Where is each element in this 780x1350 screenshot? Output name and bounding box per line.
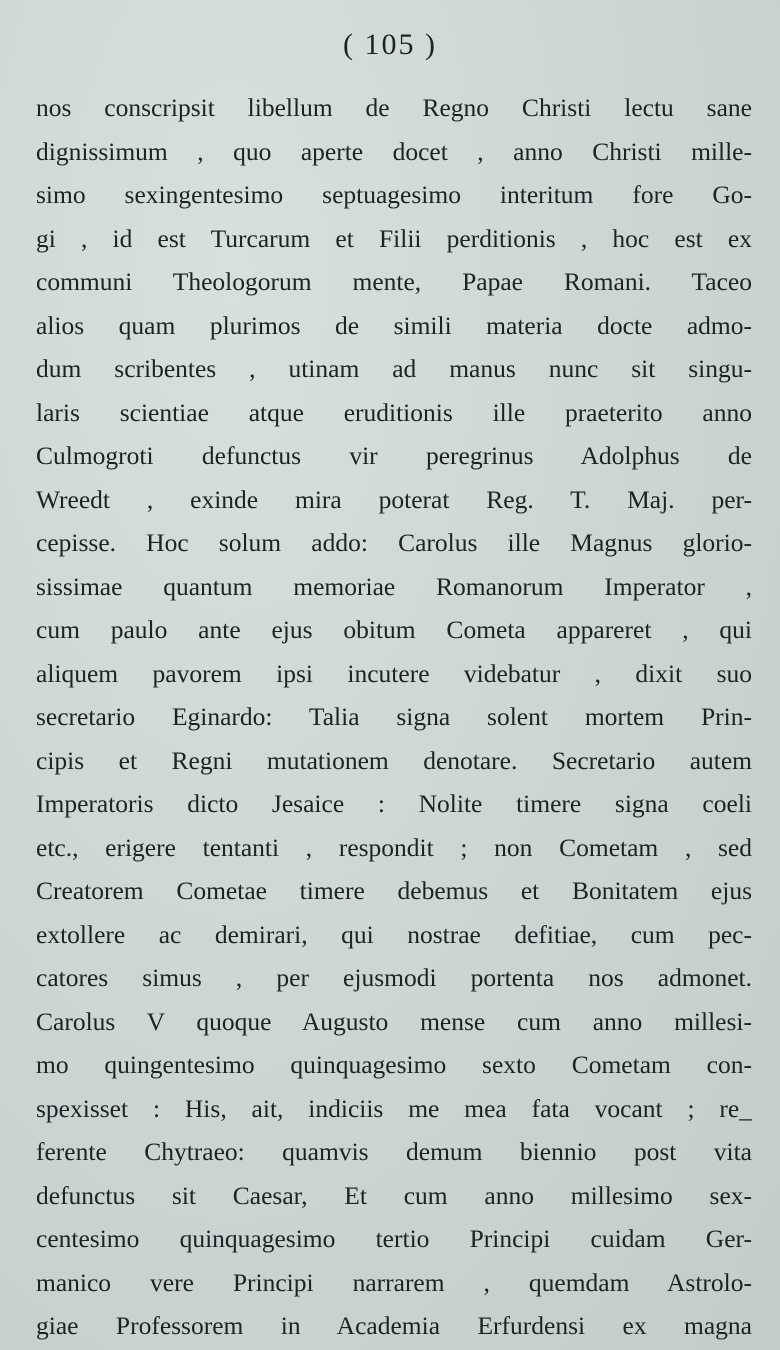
text-line: spexisset : His, ait, indiciis me mea fata vocant ; re_ xyxy=(36,1093,752,1123)
text-line: secretario Eginardo: Talia signa solent mortem Prin- xyxy=(36,702,752,731)
text-line: nos conscripsit libellum de Regno Christi lectu sane xyxy=(36,93,752,122)
text-line: Carolus V quoque Augusto mense cum anno millesi- xyxy=(36,1006,752,1036)
text-line: communi Theologorum mente, Papae Romani. Taceo xyxy=(36,267,752,296)
text-line: Culmogroti defunctus vir peregrinus Adolphus de xyxy=(36,441,752,470)
text-line: aliquem pavorem ipsi incutere videbatur , dixit suo xyxy=(36,658,752,688)
text-line: defunctus sit Caesar, Et cum anno millesimo sex- xyxy=(36,1180,752,1210)
text-line: dignissimum , quo aperte docet , anno Christi mille- xyxy=(36,136,752,166)
text-line: mo quingentesimo quinquagesimo sexto Cometam con- xyxy=(36,1050,752,1079)
text-line: extollere ac demirari, qui nostrae defitiae, cum pec- xyxy=(36,919,752,949)
text-line: giae Professorem in Academia Erfurdensi ex magna xyxy=(36,1311,752,1340)
text-line: cipis et Regni mutationem denotare. Secretario autem xyxy=(36,745,752,775)
text-line: manico vere Principi narrarem , quemdam Astrolo- xyxy=(36,1267,752,1297)
text-line: centesimo quinquagesimo tertio Principi cuidam Ger- xyxy=(36,1224,752,1253)
text-line: sissimae quantum memoriae Romanorum Imperator , xyxy=(36,571,752,601)
page-number: ( 105 ) xyxy=(343,28,437,61)
text-line: simo sexingentesimo septuagesimo interitum fore Go- xyxy=(36,180,752,209)
text-line: Creatorem Cometae timere debemus et Bonitatem ejus xyxy=(36,876,752,905)
text-line: Imperatoris dicto Jesaice : Nolite timere signa coeli xyxy=(36,789,752,818)
body-text xyxy=(36,86,752,1348)
text-line: cepisse. Hoc solum addo: Carolus ille Magnus glorio- xyxy=(36,528,752,557)
text-line: catores simus , per ejusmodi portenta nos admonet. xyxy=(36,963,752,992)
text-line: etc., erigere tentanti , respondit ; non Cometam , sed xyxy=(36,832,752,862)
text-line: gi , id est Turcarum et Filii perditionis , hoc est ex xyxy=(36,223,752,253)
text-line: laris scientiae atque eruditionis ille praeterito anno xyxy=(36,397,752,427)
text-line: ferente Chytraeo: quamvis demum biennio post vita xyxy=(36,1137,752,1166)
text-line: cum paulo ante ejus obitum Cometa appareret , qui xyxy=(36,615,752,644)
text-line: Wreedt , exinde mira poterat Reg. T. Maj. per- xyxy=(36,484,752,514)
text-line: dum scribentes , utinam ad manus nunc sit singu- xyxy=(36,354,752,383)
text-line: alios quam plurimos de simili materia docte admo- xyxy=(36,310,752,340)
